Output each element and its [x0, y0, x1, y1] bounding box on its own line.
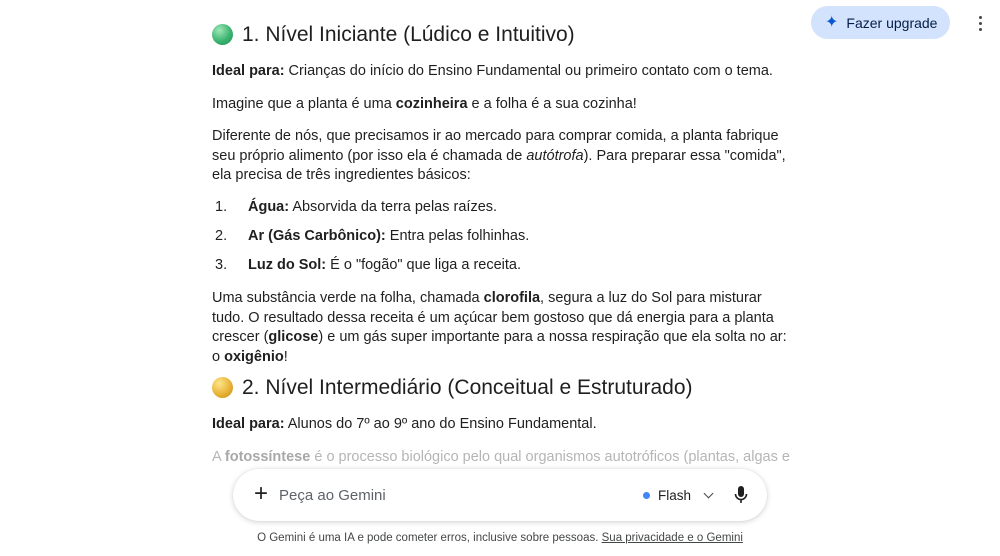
paragraph-ideal	[212, 62, 792, 82]
paragraph-autotrofa	[212, 127, 792, 186]
list-text: É o "fogão" que liga a receita.	[326, 257, 522, 273]
text: Imagine que a planta é uma	[212, 96, 396, 112]
paragraph-clorofila	[212, 289, 792, 367]
list-label: Ar (Gás Carbônico):	[248, 228, 386, 244]
prompt-bar	[233, 469, 767, 521]
ideal-text: Crianças do início do Ensino Fundamental ou primeiro contato com o tema.	[284, 63, 773, 79]
list-number: 3.	[215, 257, 228, 273]
chevron-down-icon	[704, 488, 714, 498]
list-item	[212, 256, 792, 276]
list-number: 2.	[215, 228, 228, 244]
text: Diferente de nós, que precisamos ir ao mercado para comprar comida, a planta fabrique seu próprio alimento (por isso ela é chamada de	[212, 128, 779, 164]
bold-text: fotossíntese	[224, 449, 311, 465]
green-circle-icon	[212, 24, 233, 45]
mic-icon[interactable]	[733, 483, 749, 507]
ideal-label: Ideal para:	[212, 416, 285, 432]
privacy-link[interactable]: Sua privacidade e o Gemini	[601, 532, 743, 544]
bold-text: glicose	[268, 329, 319, 345]
list-item	[212, 227, 792, 247]
bold-text: cozinheira	[395, 96, 468, 112]
paragraph-intro	[212, 95, 792, 115]
sparkle-icon: ✦	[825, 13, 839, 31]
italic-text: autótrofa	[526, 147, 584, 164]
paragraph-fotossintese	[212, 448, 792, 468]
text: , segura a luz do Sol para misturar tudo. O resultado dessa receita é um açúcar bem gostoso que dá energia para a planta crescer (	[212, 290, 774, 345]
text: é o processo biológico pelo qual organismos autotróficos (plantas, algas e	[310, 449, 790, 465]
prompt-input[interactable]	[279, 482, 599, 508]
text: ). Para preparar essa "comida", ela precisa de três ingredientes básicos:	[212, 147, 786, 183]
section-heading-beginner	[212, 24, 575, 45]
ideal-label: Ideal para:	[212, 63, 285, 79]
disclaimer-text: O Gemini é uma IA e pode cometer erros, inclusive sobre pessoas.	[257, 532, 602, 544]
plus-icon[interactable]: +	[253, 480, 268, 507]
text: A	[212, 449, 225, 465]
text: Uma substância verde na folha, chamada	[212, 290, 484, 306]
yellow-circle-icon	[212, 377, 233, 398]
upgrade-label: Fazer upgrade	[846, 14, 938, 31]
list-label: Luz do Sol:	[248, 257, 327, 273]
ideal-text: Alunos do 7º ao 9º ano do Ensino Fundamental.	[284, 416, 597, 432]
list-text: Entra pelas folhinhas.	[385, 228, 530, 244]
bold-text: clorofila	[483, 290, 541, 306]
paragraph-ideal	[212, 415, 792, 435]
model-label: Flash	[658, 487, 692, 503]
text: !	[283, 348, 288, 365]
model-selector[interactable]	[643, 483, 712, 507]
list-label: Água:	[248, 199, 290, 215]
list-item	[212, 198, 792, 218]
model-dot-icon	[643, 492, 650, 499]
bold-text: oxigênio	[224, 348, 284, 365]
section-title: 2. Nível Intermediário (Conceitual e Estruturado)	[242, 375, 693, 399]
more-vertical-icon[interactable]	[968, 10, 992, 36]
upgrade-button[interactable]	[811, 6, 950, 39]
section-title: 1. Nível Iniciante (Lúdico e Intuitivo)	[242, 22, 575, 46]
list-text: Absorvida da terra pelas raízes.	[289, 199, 498, 215]
disclaimer	[0, 532, 1000, 544]
text: e a folha é a sua cozinha!	[467, 96, 637, 112]
list-number: 1.	[215, 199, 228, 215]
section-heading-intermediate	[212, 377, 693, 398]
text: ) e um gás super importante para a nossa respiração que ela solta no ar: o	[212, 329, 787, 365]
